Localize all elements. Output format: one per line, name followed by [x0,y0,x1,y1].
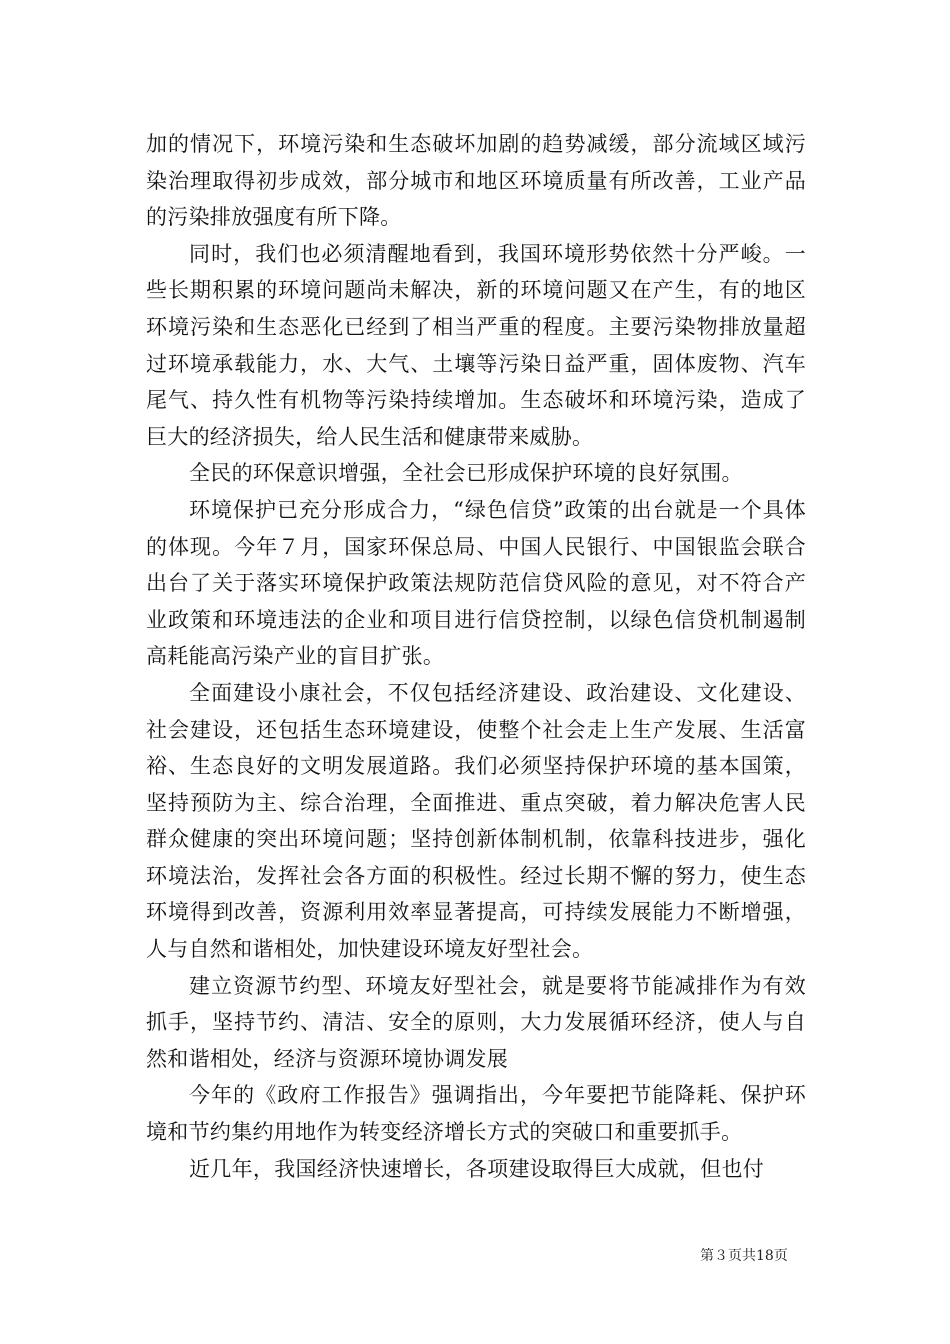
paragraph: 近几年，我国经济快速增长，各项建设取得巨大成就，但也付 [189,1156,765,1181]
paragraph: 同时，我们也必须清醒地看到，我国环境形势依然十分严峻。一些长期积累的环境问题尚未解决，新的环境问题又在产生，有的地区环境污染和生态恶化已经到了相当严重的程度。主要污染物排放量超过环境承载能力，水、大气、土壤等污染日益严重，固体废物、汽车尾气、持久性有机物等污染持续增加。生态破坏和环境污染，造成了巨大的经济损失，给人民生活和健康带来威胁。 [146,241,806,449]
paragraph: 建立资源节约型、环境友好型社会，就是要将节能减排作为有效抓手，坚持节约、清洁、安全的原则，大力发展循环经济，使人与自然和谐相处，经济与资源环境协调发展 [146,973,806,1071]
paragraph: 全民的环保意识增强，全社会已形成保护环境的良好氛围。 [189,461,743,486]
body-text [146,126,806,1187]
paragraph: 今年的《政府工作报告》强调指出，今年要把节能降耗、保护环境和节约集约用地作为转变经济增长方式的突破口和重要抓手。 [146,1083,806,1145]
page-number-footer: 第３页共18页 [700,1248,788,1264]
paragraph-continued: 加的情况下，环境污染和生态破坏加剧的趋势减缓，部分流域区域污染治理取得初步成效，部分城市和地区环境质量有所改善，工业产品的污染排放强度有所下降。 [146,132,806,230]
paragraph: 环境保护已充分形成合力，“绿色信贷”政策的出台就是一个具体的体现。今年７月，国家环保总局、中国人民银行、中国银监会联合出台了关于落实环境保护政策法规防范信贷风险的意见，对不符合产业政策和环境违法的企业和项目进行信贷控制，以绿色信贷机制遏制高耗能高污染产业的盲目扩张。 [146,497,806,669]
paragraph: 全面建设小康社会，不仅包括经济建设、政治建设、文化建设、社会建设，还包括生态环境建设，使整个社会走上生产发展、生活富裕、生态良好的文明发展道路。我们必须坚持保护环境的基本国策，坚持预防为主、综合治理，全面推进、重点突破，着力解决危害人民群众健康的突出环境问题；坚持创新体制机制，依靠科技进步，强化环境法治，发挥社会各方面的积极性。经过长期不懈的努力，使生态环境得到改善，资源利用效率显著提高，可持续发展能力不断增强，人与自然和谐相处，加快建设环境友好型社会。 [146,680,806,962]
